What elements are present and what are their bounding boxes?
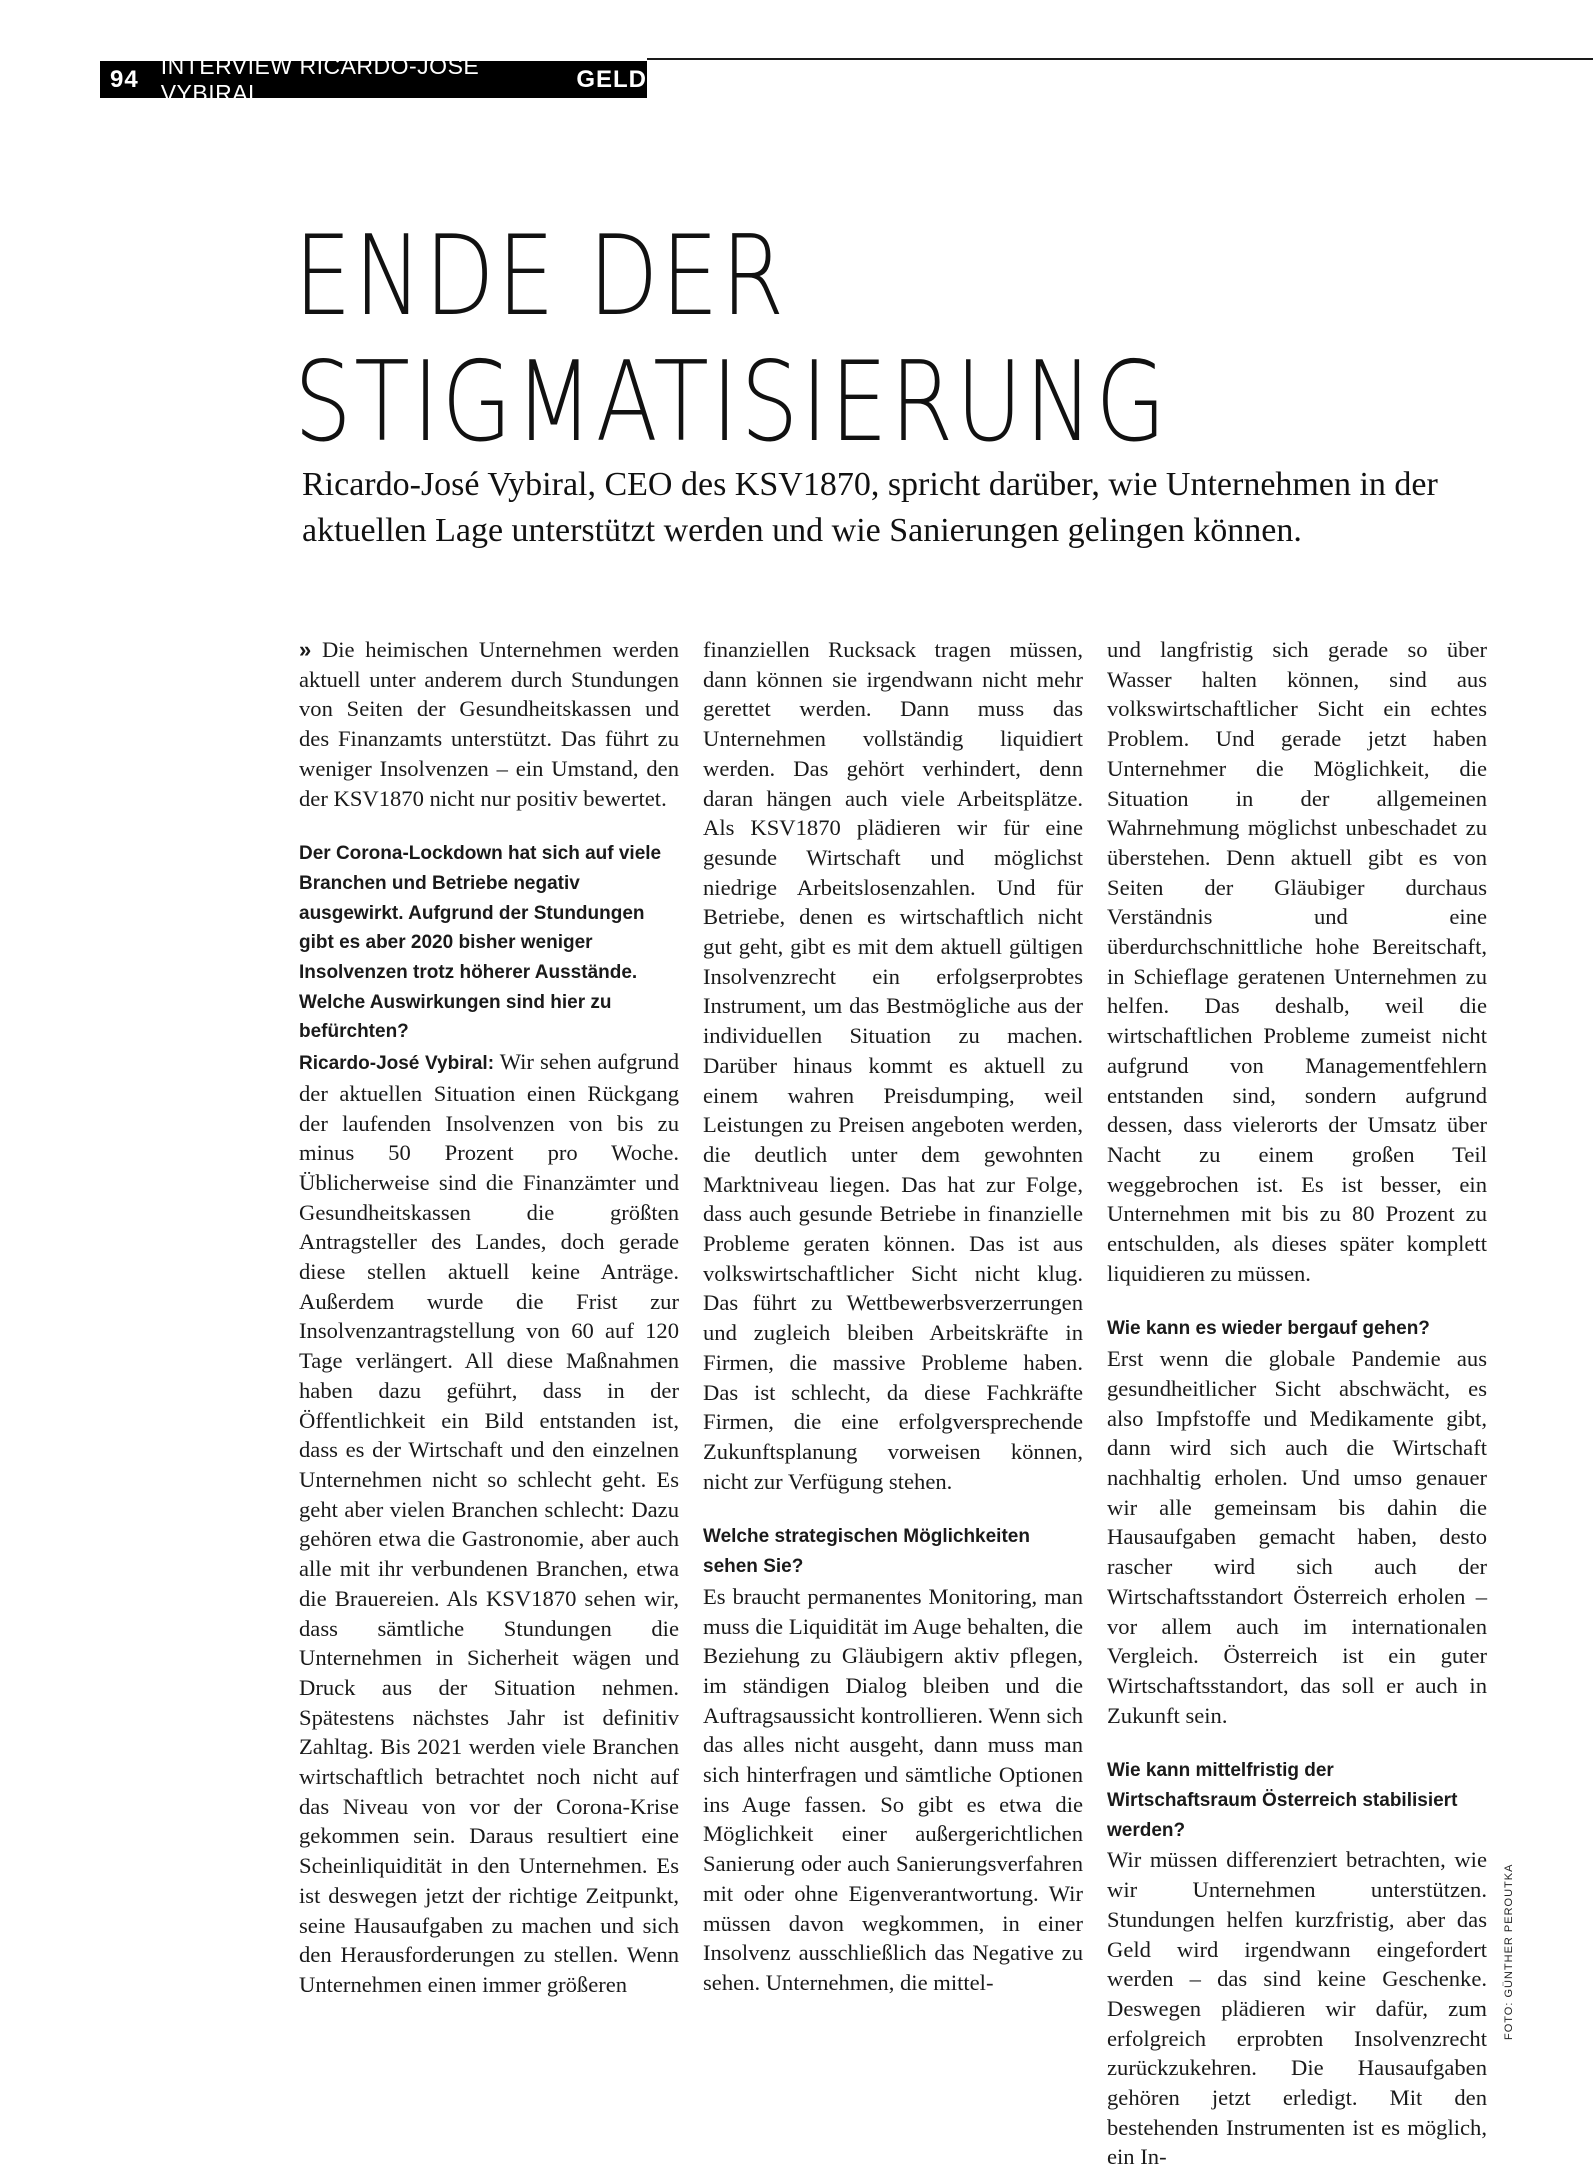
answer-2: Es braucht permanentes Monitoring, man muss die Liquidität im Auge behalten, die Beziehung zu Gläubigern aktiv pflegen, im ständigen Dialog bleiben und die Auftragsaussicht kontrollieren. Wenn sich das alles nicht ausgeht, dann muss man sich hinterfragen und sämtliche Optionen ins Auge fassen. So gibt es etwa die Möglichkeit einer außergerichtlichen Sanierung oder auch Sanierungsverfahren mit oder ohne Eigenverantwortung. Wir müssen davon wegkommen, in einer Insolvenz ausschließlich das Negative zu sehen. Unternehmen, die mittel- — [703, 1583, 1083, 1995]
speaker-name: Ricardo-José Vybiral: — [299, 1053, 495, 1075]
question-4: Wie kann mittelfristig der Wirtschaftsraum Österreich stabilisiert werden? — [1107, 1760, 1458, 1841]
article-column-2 — [703, 635, 1083, 1998]
answer-3: Erst wenn die globale Pandemie aus gesundheitlicher Sicht abschwächt, es also Impfstoffe und Medikamente gibt, dann wird sich auch die Wirtschaft nachhaltig erholen. Und umso genauer wir alle gemeinsam bis dahin die Hausaufgaben gemacht haben, desto rascher wird sich auch der Wirtschaftsstandort Österreich erholen – vor allem auch im internationalen Vergleich. Österreich ist ein guter Wirtschaftsstandort, das soll er auch in Zukunft sein. — [1107, 1346, 1487, 1728]
question-2: Welche strategischen Möglichkeiten sehen Sie? — [703, 1526, 1030, 1578]
page-number: 94 — [110, 65, 139, 93]
question-3: Wie kann es wieder bergauf gehen? — [1107, 1318, 1430, 1340]
intro-text: Die heimischen Unternehmen werden aktuell unter anderem durch Stundungen von Seiten der Gesundheitskassen und des Finanzamts unterstützt. Das führt zu weniger Insolvenzen – ein Umstand, den der KSV1870 nicht nur positiv bewertet. — [299, 637, 680, 811]
headline-line-1: ENDE DER — [294, 212, 787, 341]
intro-paragraph — [299, 635, 679, 813]
question-1: Der Corona-Lockdown hat sich auf viele Branchen und Betriebe negativ ausgewirkt. Aufgrund der Stundungen gibt es aber 2020 bisher weniger Insolvenzen trotz höherer Ausstände. Welche Auswirkungen sind hier zu befürchten? — [299, 843, 662, 1043]
headline — [294, 214, 1168, 466]
category-label: GELD — [576, 65, 647, 93]
answer-1-text: Wir sehen aufgrund der aktuellen Situation einen Rückgang der laufenden Insolvenzen von bis zu minus 50 Prozent pro Woche. Üblicherweise sind die Finanzämter und Gesundheitskassen die größten Antragsteller des Landes, doch gerade diese stellen aktuell keine Anträge. Außerdem wurde die Frist zur Insolvenzantragstellung von 60 auf 120 Tage verlängert. All diese Maßnahmen haben dazu geführt, dass in der Öffentlichkeit ein Bild entstanden ist, dass es der Wirtschaft und den einzelnen Unternehmen nicht so schlecht geht. Es geht aber vielen Branchen schlecht: Dazu gehören etwa die Gastronomie, aber auch alle mit ihr verbundenen Branchen, etwa die Brauereien. Als KSV1870 sehen wir, dass sämtliche Stundungen die Unternehmen in Sicherheit wägen und Druck aus der Situation nehmen. Spätestens nächstes Jahr ist definitiv Zahltag. Bis 2021 werden viele Branchen wirtschaftlich betrachtet noch nicht auf das Niveau von vor der Corona-Krise gekommen sein. Daraus resultiert eine Scheinliquidität in den Unternehmen. Es ist deswegen jetzt der richtige Zeitpunkt, seine Hausaufgaben zu machen und sich den Herausforderungen zu stellen. Wenn Unternehmen einen immer größeren — [299, 1049, 679, 1997]
answer-1-continued: finanziellen Rucksack tragen müssen, dann können sie irgendwann nicht mehr gerettet werden. Dann muss das Unternehmen vollständig liquidiert werden. Das gehört verhindert, denn daran hängen auch viele Arbeitsplätze. Als KSV1870 plädieren wir für eine gesunde Wirtschaft und möglichst niedrige Arbeitslosenzahlen. Und für Betriebe, denen es wirtschaftlich nicht gut geht, gibt es mit dem aktuell gültigen Insolvenzrecht ein erfolgserprobtes Instrument, um das Bestmögliche aus der individuellen Situation zu machen. Darüber hinaus kommt es aktuell zu einem wahren Preisdumping, weil Leistungen zu Preisen angeboten werden, die deutlich unter dem gewohnten Marktniveau liegen. Das hat zur Folge, dass auch gesunde Betriebe in finanzielle Probleme geraten können. Das ist aus volkswirtschaftlicher Sicht nicht klug. Das führt zu Wettbewerbsverzerrungen und zugleich bleiben Arbeitskräfte in Firmen, die massive Probleme haben. Das ist schlecht, da diese Fachkräfte Firmen, die eine erfolgversprechende Zukunftsplanung vorweisen können, nicht zur Verfügung stehen. — [703, 637, 1083, 1494]
subtitle: Ricardo-José Vybiral, CEO des KSV1870, spricht darüber, wie Unternehmen in der aktuellen Lage unterstützt werden und wie Sanierungen gelingen können. — [302, 466, 1438, 549]
photo-credit: FOTO: GÜNTHER PEROUTKA — [1503, 1863, 1515, 2040]
headline-line-2: STIGMATISIERUNG — [294, 338, 1169, 467]
lead-marker: » — [299, 637, 312, 662]
answer-2-continued: und langfristig sich gerade so über Wasser halten können, sind aus volkswirtschaftlicher Sicht ein echtes Problem. Und gerade jetzt haben Unternehmer die Möglichkeit, die Situation in der allgemeinen Wahrnehmung möglichst unbeschadet zu überstehen. Denn aktuell gibt es von Seiten der Gläubiger durchaus Verständnis und eine überdurchschnittliche hohe Bereitschaft, in Schieflage geratenen Unternehmen zu helfen. Das deshalb, weil die wirtschaftlichen Probleme zumeist nicht aufgrund von Managementfehlern entstanden sind, sondern aufgrund dessen, dass vielerorts der Umsatz über Nacht zu einem großen Teil weggebrochen ist. Es ist besser, ein Unternehmen mit bis zu 80 Prozent zu entschulden, als dieses später komplett liquidieren zu müssen. — [1107, 637, 1487, 1286]
answer-1 — [299, 1047, 679, 2000]
section-header — [100, 52, 647, 106]
header-rule — [647, 58, 1593, 60]
section-title: INTERVIEW RICARDO-JOSÉ VYBIRAL — [160, 52, 480, 106]
article-column-3 — [1107, 635, 1487, 2172]
article-column-1 — [299, 635, 679, 2000]
answer-4: Wir müssen differenziert betrachten, wie wir Unternehmen unterstützen. Stundungen helfen kurzfristig, aber das Geld wird irgendwann eingefordert werden – das sind keine Geschenke. Deswegen plädieren wir dafür, zum erfolgreich erprobten Insolvenzrecht zurückzukehren. Die Hausaufgaben gehören jetzt erledigt. Mit den bestehenden Instrumenten ist es möglich, ein In- — [1107, 1847, 1487, 2170]
